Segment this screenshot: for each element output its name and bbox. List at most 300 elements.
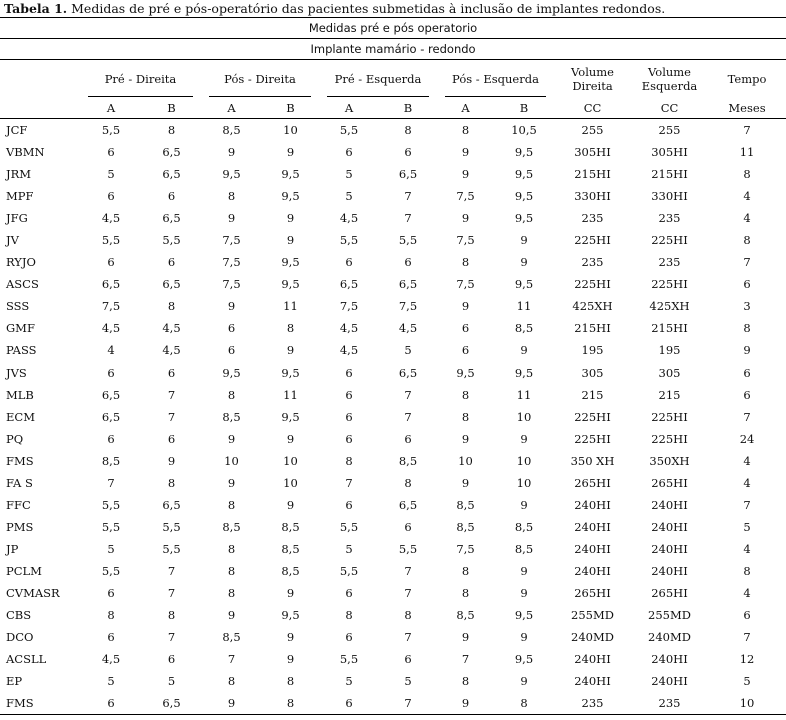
table-cell: 7: [404, 409, 412, 424]
table-cell: 11: [283, 387, 298, 402]
group-pre-esquerda: [319, 60, 437, 99]
table-cell: 7: [167, 409, 176, 424]
table-cell: 8,5: [281, 563, 300, 578]
patient-id-cell: PQ: [6, 431, 24, 446]
table-cell: 235: [581, 255, 604, 270]
unit-meses: Meses: [708, 98, 786, 119]
table-cell: 12: [739, 652, 755, 667]
table-cell: 9,5: [222, 365, 241, 380]
table-cell: 5: [167, 674, 176, 689]
table-cell: 6: [167, 431, 176, 446]
table-cell: 5,5: [339, 563, 359, 578]
table-cell: 4,5: [339, 343, 359, 358]
table-cell: 235: [631, 692, 708, 715]
table-cell: 8,5: [281, 541, 300, 556]
table-cell: 8: [461, 123, 470, 138]
table-cell: 8,5: [222, 630, 241, 645]
caption-text: Medidas de pré e pós-operatório das pacientes submetidas à inclusão de implantes redondos.: [67, 1, 666, 16]
table-cell: 4: [743, 586, 751, 600]
table-cell: 7,5: [339, 299, 359, 314]
table-cell: 10: [708, 692, 786, 715]
table-cell: 4: [107, 343, 115, 358]
table-cell: 7,5: [398, 299, 418, 314]
group-pos-direita: [201, 60, 319, 99]
table-cell: 5: [345, 167, 353, 182]
table-cell: 5: [743, 674, 751, 689]
table-cell: 7: [743, 255, 751, 270]
table-cell: 9,5: [281, 365, 300, 380]
table-row: [0, 692, 786, 715]
table-cell: 240HI: [574, 497, 611, 512]
table-cell: 9: [520, 431, 528, 446]
table-row: [0, 406, 786, 428]
table-cell: 8: [404, 123, 412, 138]
header-units-row: [0, 98, 786, 119]
table-cell: 6: [404, 255, 412, 270]
table-cell: 5: [345, 189, 353, 204]
patient-id-cell: JCF: [6, 123, 28, 138]
table-cell: 10: [516, 475, 532, 490]
volume-direita-header: [554, 60, 631, 99]
table-cell: 255MD: [571, 608, 614, 623]
table-cell: 8: [227, 563, 236, 578]
table-cell: 6: [167, 652, 176, 667]
table-cell: 235: [554, 692, 631, 715]
table-cell: 195: [658, 343, 681, 358]
table-cell: 9,5: [514, 365, 534, 380]
table-cell: 8: [227, 541, 236, 556]
table-cell: 8: [461, 674, 470, 689]
table-cell: 9: [520, 563, 528, 578]
table-cell: 5,5: [339, 519, 359, 534]
header-groups-row: [0, 60, 786, 99]
table-cell: 6,5: [398, 277, 418, 292]
table-cell: 240HI: [651, 541, 688, 556]
table-cell: 6: [743, 277, 751, 292]
table-cell: 7,5: [222, 255, 241, 270]
patient-id-cell: FMS: [6, 453, 34, 468]
table-cell: 5: [345, 541, 353, 556]
table-cell: 425XH: [572, 299, 613, 314]
table-cell: 305: [658, 365, 681, 380]
table-cell: 11: [516, 299, 532, 314]
table-cell: 215HI: [574, 167, 611, 182]
sub-a: A: [437, 98, 494, 119]
table-cell: 6: [743, 608, 751, 623]
table-cell: 235: [581, 211, 604, 226]
table-cell: 7: [404, 630, 412, 645]
table-cell: 6: [107, 586, 115, 600]
table-cell: 9: [201, 692, 262, 715]
table-cell: 9: [520, 497, 528, 512]
table-cell: 4,5: [339, 211, 359, 226]
table-cell: 9,5: [514, 167, 534, 182]
table-cell: 4,5: [162, 321, 181, 336]
table-cell: 7: [743, 409, 751, 424]
table-cell: 9: [520, 586, 528, 600]
table-cell: 8,5: [456, 519, 475, 534]
table-cell: 8: [743, 167, 751, 182]
table-cell: 9,5: [514, 145, 534, 160]
table-cell: 225HI: [574, 233, 611, 248]
table-cell: 240HI: [574, 563, 611, 578]
table-cell: 11: [516, 387, 532, 402]
table-cell: 5: [107, 541, 115, 556]
table-cell: 6: [345, 365, 353, 380]
table-cell: 9,5: [281, 277, 300, 292]
table-row: [0, 494, 786, 516]
table-cell: 425XH: [649, 299, 690, 314]
table-cell: 10: [283, 475, 298, 490]
header-blank: [0, 60, 80, 99]
table-cell: 7,5: [222, 233, 241, 248]
table-cell: 8: [743, 321, 751, 336]
table-cell: 8: [227, 674, 236, 689]
table-cell: 3: [743, 299, 751, 314]
table-cell: 9,5: [281, 189, 300, 204]
patient-id-cell: MLB: [6, 387, 34, 402]
table-cell: 5: [404, 674, 412, 689]
table-cell: 6,5: [162, 145, 181, 160]
tempo-header: Tempo: [708, 60, 786, 99]
table-cell: 9: [437, 692, 494, 715]
table-cell: 8: [167, 123, 176, 138]
header-subtitle: Implante mamário - redondo: [310, 42, 476, 56]
table-cell: 5,5: [162, 541, 181, 556]
table-cell: 9: [227, 608, 236, 623]
table-cell: 305HI: [651, 145, 688, 160]
table-cell: 240HI: [574, 652, 611, 667]
caption-label: Tabela 1.: [4, 1, 68, 16]
table-cell: 7: [167, 563, 176, 578]
table-cell: 6: [461, 321, 470, 336]
table-cell: 240HI: [651, 497, 688, 512]
table-row: [0, 119, 786, 142]
patient-id-cell: FMS: [0, 692, 80, 715]
table-cell: 6,5: [398, 497, 418, 512]
sub-b: B: [494, 98, 554, 119]
sub-b: B: [262, 98, 319, 119]
patient-id-cell: FA S: [6, 475, 33, 490]
table-cell: 240HI: [574, 541, 611, 556]
table-cell: 9: [286, 431, 295, 446]
table-cell: 6: [404, 652, 412, 667]
table-cell: 6: [345, 387, 353, 402]
table-cell: 9: [461, 167, 470, 182]
table-cell: 8: [461, 255, 470, 270]
table-cell: 6: [107, 255, 115, 270]
units-blank: [0, 98, 80, 119]
sub-a: A: [319, 98, 379, 119]
table-cell: 9: [461, 145, 470, 160]
table-cell: 8,5: [456, 497, 475, 512]
table-cell: 6: [167, 365, 176, 380]
table-cell: 4,5: [101, 652, 121, 667]
table-row: [0, 472, 786, 494]
table-cell: 7: [404, 387, 412, 402]
table-cell: 9,5: [281, 255, 300, 270]
table-cell: 225HI: [574, 409, 611, 424]
table-cell: 4: [743, 211, 751, 226]
table-cell: 10: [516, 453, 532, 468]
sub-a: A: [80, 98, 142, 119]
table-cell: 6: [107, 365, 115, 380]
table-cell: 5: [404, 343, 412, 358]
table-cell: 4,5: [101, 211, 121, 226]
table-cell: 9: [227, 431, 236, 446]
patient-id-cell: PMS: [6, 519, 34, 534]
table-cell: 7,5: [456, 541, 475, 556]
table-cell: 9: [286, 630, 295, 645]
table-cell: 6,5: [101, 387, 121, 402]
table-cell: 9: [461, 475, 470, 490]
table-cell: 8,5: [222, 123, 241, 138]
group-pos-esquerda: [437, 60, 554, 99]
patient-id-cell: CBS: [6, 608, 32, 623]
table-row: [0, 670, 786, 692]
table-cell: 7: [404, 563, 412, 578]
table-cell: 4,5: [339, 321, 359, 336]
table-row: [0, 185, 786, 207]
table-cell: 6: [345, 630, 353, 645]
table-cell: 7: [167, 387, 176, 402]
header-subtitle-row: [0, 39, 786, 60]
group-pos-esquerda-label: Pós - Esquerda: [445, 62, 546, 97]
table-cell: 8: [286, 321, 295, 336]
table-cell: 8,5: [514, 321, 534, 336]
patient-id-cell: MPF: [6, 189, 34, 204]
sub-b: B: [379, 98, 437, 119]
table-row: [0, 362, 786, 384]
table-cell: 9: [286, 233, 295, 248]
group-pos-direita-label: Pós - Direita: [209, 62, 311, 97]
table-cell: 6: [345, 431, 353, 446]
table-cell: 7: [404, 189, 412, 204]
table-cell: 5,5: [339, 652, 359, 667]
patient-id-cell: ECM: [6, 409, 35, 424]
table-cell: 8: [167, 608, 176, 623]
table-cell: 4: [743, 475, 751, 490]
table-cell: 6,5: [162, 497, 181, 512]
table-cell: 6: [80, 692, 142, 715]
table-cell: 240HI: [651, 519, 688, 534]
table-row: [0, 273, 786, 295]
table-cell: 10: [224, 453, 239, 468]
table-cell: 5,5: [398, 541, 418, 556]
volume-esquerda-header: [631, 60, 708, 99]
table-row: [0, 560, 786, 582]
table-row: [0, 538, 786, 560]
table-row: [0, 582, 786, 604]
table-cell: 4,5: [398, 321, 418, 336]
table-cell: 6: [345, 255, 353, 270]
table-cell: 6,5: [162, 211, 181, 226]
table-cell: 10: [458, 453, 473, 468]
table-cell: 5: [107, 167, 115, 182]
table-cell: 9,5: [514, 652, 534, 667]
table-cell: 6: [107, 145, 115, 160]
table-cell: 265HI: [651, 475, 688, 490]
table-row: [0, 207, 786, 229]
patient-id-cell: ASCS: [6, 277, 39, 292]
group-pre-direita: [80, 60, 201, 99]
table-cell: 8: [286, 674, 295, 689]
table-row: [0, 428, 786, 450]
table-cell: 6: [227, 321, 236, 336]
table-cell: 9: [227, 299, 236, 314]
unit-cc: CC: [631, 98, 708, 119]
table-cell: 9: [520, 630, 528, 645]
table-cell: 5,5: [101, 497, 121, 512]
table-cell: 8: [167, 299, 176, 314]
table-cell: 6: [461, 343, 470, 358]
table-cell: 255: [581, 123, 604, 138]
table-cell: 5,5: [101, 233, 121, 248]
table-cell: 8: [404, 608, 412, 623]
table-cell: 240MD: [571, 630, 614, 645]
table-cell: 6,5: [339, 277, 359, 292]
table-cell: 330HI: [574, 189, 611, 204]
table-cell: 7: [345, 475, 353, 490]
table-row: [0, 295, 786, 317]
table-cell: 6: [227, 343, 236, 358]
table-row: [0, 163, 786, 185]
table-cell: 9: [286, 145, 295, 160]
table-cell: 4: [743, 189, 751, 204]
table-cell: 10: [283, 453, 298, 468]
table-cell: 8: [461, 563, 470, 578]
table-cell: 9,5: [514, 189, 534, 204]
table-cell: 240HI: [574, 674, 611, 689]
table-cell: 9,5: [281, 167, 300, 182]
table-cell: 215HI: [651, 321, 688, 336]
table-cell: 8: [494, 692, 554, 715]
table-cell: 11: [283, 299, 298, 314]
header-title-row: [0, 18, 786, 39]
table-cell: 265HI: [574, 475, 611, 490]
table-cell: 225HI: [574, 277, 611, 292]
table-body: [0, 18, 786, 715]
table-cell: 9: [461, 299, 470, 314]
table-cell: 240MD: [648, 630, 691, 645]
table-cell: 6: [107, 431, 115, 446]
table-cell: 255MD: [648, 608, 691, 623]
table-cell: 5,5: [339, 233, 359, 248]
table-row: [0, 229, 786, 251]
table-cell: 225HI: [651, 431, 688, 446]
patient-id-cell: VBMN: [6, 145, 45, 160]
table-cell: 6: [404, 431, 412, 446]
table-cell: 8: [461, 409, 470, 424]
table-row: [0, 604, 786, 626]
table-cell: 240HI: [574, 519, 611, 534]
patient-id-cell: JP: [6, 541, 19, 556]
table-cell: 5,5: [398, 233, 418, 248]
table-cell: 9: [743, 343, 751, 358]
table-caption: [4, 1, 784, 17]
table-cell: 9,5: [456, 365, 475, 380]
table-cell: 7,5: [101, 299, 121, 314]
table-cell: 8: [227, 586, 236, 600]
table-cell: 9: [461, 211, 470, 226]
table-cell: 6,5: [101, 409, 121, 424]
table-cell: 9,5: [514, 211, 534, 226]
table-cell: 235: [658, 211, 681, 226]
patient-id-cell: JVS: [6, 365, 27, 380]
table-cell: 6,5: [398, 365, 418, 380]
table-cell: 350 XH: [570, 453, 615, 468]
table-row: [0, 141, 786, 163]
table-row: [0, 251, 786, 273]
table-row: [0, 626, 786, 648]
sub-a: A: [201, 98, 262, 119]
patient-id-cell: DCO: [6, 630, 34, 645]
table-cell: 225HI: [574, 431, 611, 446]
table-cell: 5,5: [162, 233, 181, 248]
table-cell: 9: [227, 475, 236, 490]
table-cell: 5,5: [101, 123, 121, 138]
patient-id-cell: SSS: [6, 299, 30, 314]
table-row: [0, 384, 786, 406]
table-cell: 6: [167, 189, 176, 204]
table-cell: 7: [743, 497, 751, 512]
table-cell: 6: [345, 409, 353, 424]
table-cell: 5: [743, 519, 751, 534]
table-cell: 305HI: [574, 145, 611, 160]
table-cell: 8,5: [222, 519, 241, 534]
table-cell: 240HI: [651, 652, 688, 667]
table-cell: 9,5: [514, 277, 534, 292]
table-cell: 6: [167, 255, 176, 270]
table-cell: 7: [404, 211, 412, 226]
table-cell: 9: [286, 211, 295, 226]
table-cell: 6: [404, 145, 412, 160]
table-cell: 6: [107, 630, 115, 645]
table-cell: 9,5: [222, 167, 241, 182]
table-cell: 8: [743, 233, 751, 248]
table-cell: 5,5: [101, 563, 121, 578]
table-cell: 8: [743, 563, 751, 578]
table-cell: 5,5: [101, 519, 121, 534]
table-cell: 9: [286, 497, 295, 512]
table-row: [0, 317, 786, 339]
measurements-table: [0, 18, 786, 715]
table-cell: 9: [227, 211, 236, 226]
table-cell: 7: [167, 630, 176, 645]
table-cell: 8: [227, 189, 236, 204]
group-pre-esquerda-label: Pré - Esquerda: [327, 62, 429, 97]
table-cell: 7,5: [222, 277, 241, 292]
patient-id-cell: PASS: [6, 343, 37, 358]
header-title: Medidas pré e pós operatorio: [0, 18, 786, 39]
table-cell: 7: [461, 652, 470, 667]
table-row: [0, 339, 786, 361]
table-cell: 6: [107, 189, 115, 204]
table-row: [0, 516, 786, 538]
table-cell: 9: [520, 233, 528, 248]
table-cell: 240HI: [651, 674, 688, 689]
table-cell: 7: [743, 630, 751, 645]
table-cell: 6: [345, 586, 353, 600]
table-cell: 225HI: [651, 277, 688, 292]
table-cell: 9,5: [514, 608, 534, 623]
table-cell: 7: [743, 123, 751, 138]
table-cell: 9: [227, 145, 236, 160]
table-cell: 8: [345, 453, 353, 468]
table-cell: 6: [345, 145, 353, 160]
table-cell: 8: [404, 475, 412, 490]
table-cell: 8: [227, 387, 236, 402]
